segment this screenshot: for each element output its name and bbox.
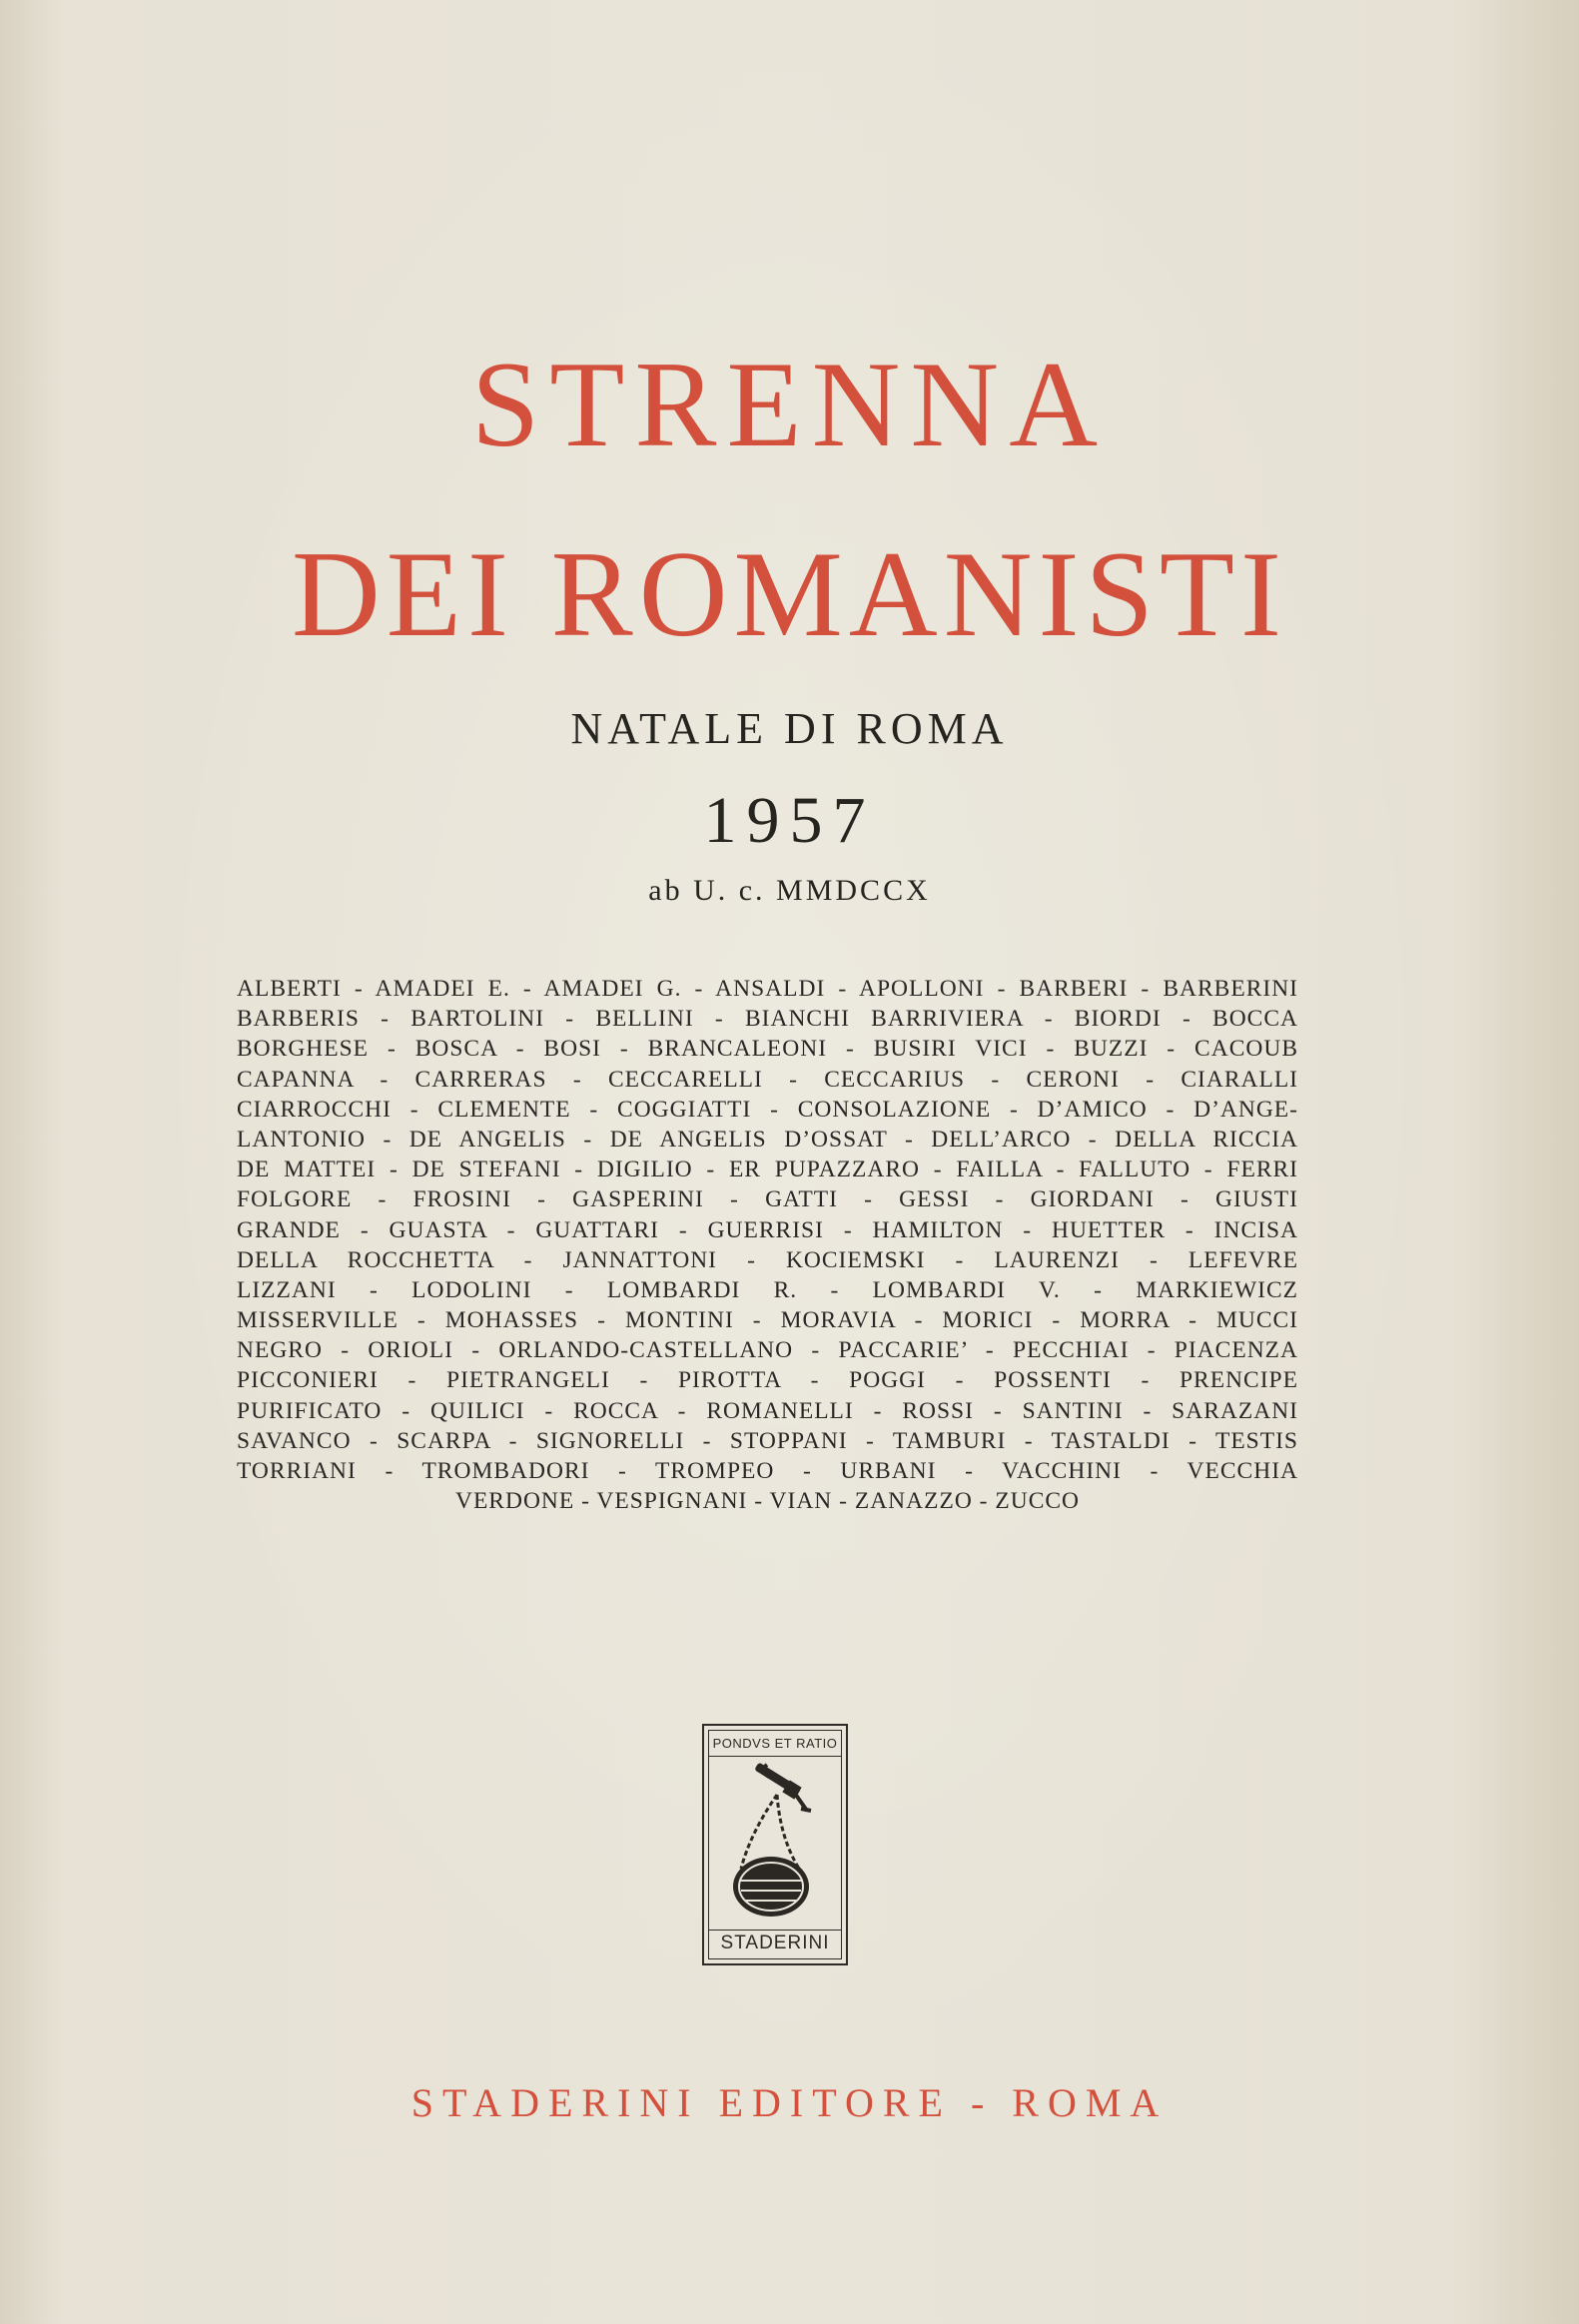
author-list-line: ALBERTI - AMADEI E. - AMADEI G. - ANSALDI - APOLLONI - BARBERI - BARBERINI — [237, 976, 1298, 1002]
author-list-line: CAPANNA - CARRERAS - CECCARELLI - CECCARIUS - CERONI - CIARALLI — [237, 1066, 1298, 1093]
logo-name: STADERINI — [720, 1933, 830, 1953]
title-line-2: DEI ROMANISTI — [291, 525, 1288, 662]
author-list-line: CIARROCCHI - CLEMENTE - COGGIATTI - CONSOLAZIONE - D’AMICO - D’ANGE- — [237, 1096, 1298, 1123]
author-list-line: GRANDE - GUASTA - GUATTARI - GUERRISI - HAMILTON - HUETTER - INCISA — [237, 1216, 1298, 1243]
logo-divider — [709, 1930, 841, 1931]
year: 1957 — [703, 784, 876, 857]
author-list-line: TORRIANI - TROMBADORI - TROMPEO - URBANI - VACCHINI - VECCHIA — [237, 1458, 1298, 1484]
author-list-line: PICCONIERI - PIETRANGELI - PIROTTA - POGGI - POSSENTI - PRENCIPE — [237, 1367, 1298, 1394]
author-list-line: LIZZANI - LODOLINI - LOMBARDI R. - LOMBARDI V. - MARKIEWICZ — [237, 1276, 1298, 1303]
logo-frame — [708, 1730, 842, 1959]
author-list-line: FOLGORE - FROSINI - GASPERINI - GATTI - GESSI - GIORDANI - GIUSTI — [237, 1186, 1298, 1213]
author-list-line: VERDONE - VESPIGNANI - VIAN - ZANAZZO - ZUCCO — [454, 1488, 1081, 1515]
author-list-line: SAVANCO - SCARPA - SIGNORELLI - STOPPANI - TAMBURI - TASTALDI - TESTIS — [237, 1427, 1298, 1454]
author-list-line: BORGHESE - BOSCA - BOSI - BRANCALEONI - BUSIRI VICI - BUZZI - CACOUB — [237, 1036, 1298, 1063]
title-line-1: STRENNA — [470, 336, 1109, 472]
author-list-line: DELLA ROCCHETTA - JANNATTONI - KOCIEMSKI - LAURENZI - LEFEVRE — [237, 1246, 1298, 1273]
steelyard-scale-icon — [719, 1761, 837, 1921]
publisher-imprint: STADERINI EDITORE - ROMA — [410, 2080, 1169, 2125]
subtitle: NATALE DI ROMA — [570, 704, 1009, 753]
author-list-line: MISSERVILLE - MOHASSES - MONTINI - MORAVIA - MORICI - MORRA - MUCCI — [237, 1307, 1298, 1334]
logo-divider — [709, 1756, 841, 1757]
logo-motto: PONDVS ET RATIO — [712, 1736, 838, 1751]
author-list-line: LANTONIO - DE ANGELIS - DE ANGELIS D’OSSAT - DELL’ARCO - DELLA RICCIA — [237, 1126, 1298, 1153]
author-list-line: BARBERIS - BARTOLINI - BELLINI - BIANCHI BARRIVIERA - BIORDI - BOCCA — [237, 1006, 1298, 1033]
ab-urbe-condita-date: ab U. c. MMDCCX — [648, 874, 931, 907]
author-list-line: DE MATTEI - DE STEFANI - DIGILIO - ER PUPAZZARO - FAILLA - FALLUTO - FERRI — [237, 1157, 1298, 1183]
publisher-logo — [702, 1724, 848, 1965]
author-list — [237, 974, 1298, 1516]
author-list-line: PURIFICATO - QUILICI - ROCCA - ROMANELLI - ROSSI - SANTINI - SARAZANI — [237, 1397, 1298, 1424]
author-list-line: NEGRO - ORIOLI - ORLANDO-CASTELLANO - PACCARIE’ - PECCHIAI - PIACENZA — [237, 1337, 1298, 1364]
